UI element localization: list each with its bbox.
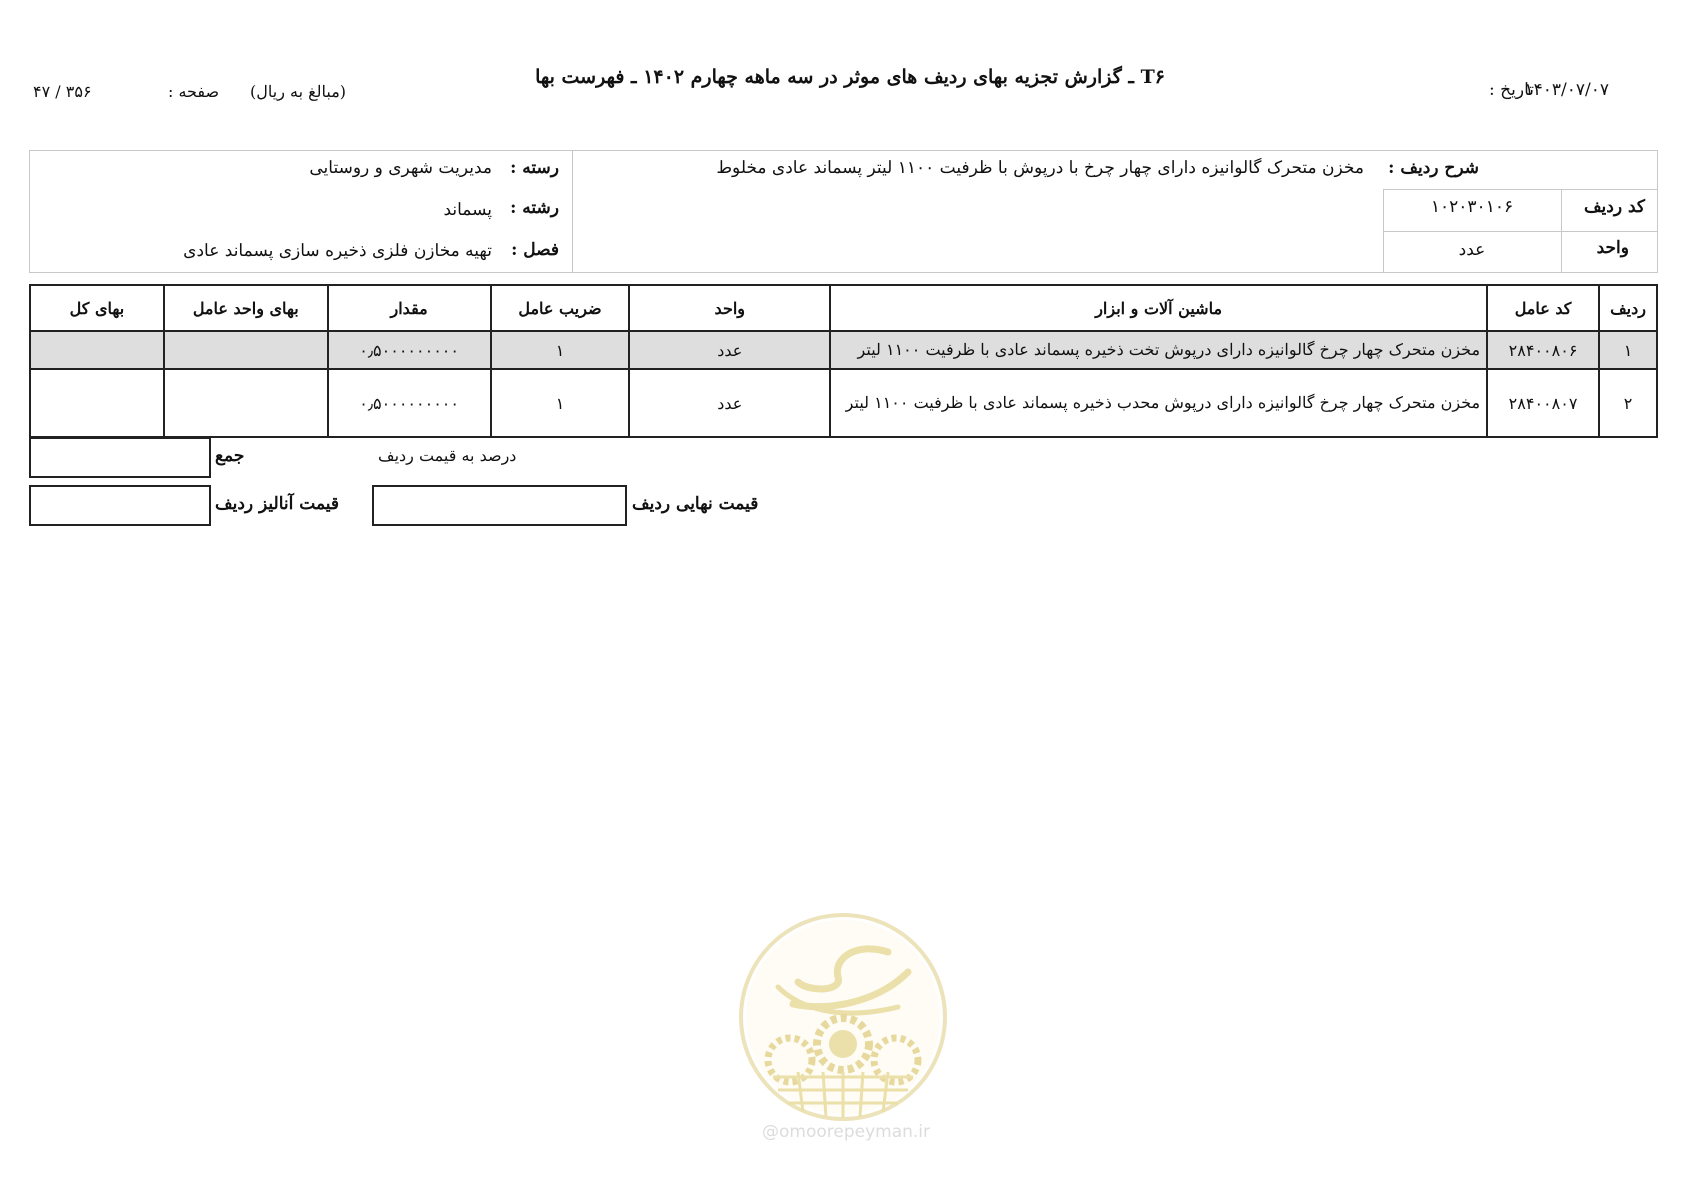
col-row-header: ردیف <box>1599 285 1657 331</box>
category-value: مدیریت شهری و روستایی <box>309 158 492 178</box>
factor-coefficient: ۱ <box>491 369 630 437</box>
col-unit-price-header: بهای واحد عامل <box>164 285 328 331</box>
field-label: رشته : <box>510 198 559 218</box>
item-code-label: کد ردیف <box>1583 197 1645 217</box>
col-machine-header: ماشین آلات و ابزار <box>830 285 1487 331</box>
factor-code: ۲۸۴۰۰۸۰۶ <box>1487 331 1599 369</box>
sum-label: جمع <box>215 446 245 466</box>
field-value: پسماند <box>443 200 492 220</box>
unit-price <box>164 369 328 437</box>
unit: عدد <box>629 331 830 369</box>
report-title: T۶ ـ گزارش تجزیه بهای ردیف های موثر در سه ماهه چهارم ۱۴۰۲ ـ فهرست بها <box>535 66 1165 88</box>
item-code-value: ۱۰۲۰۳۰۱۰۶ <box>1430 197 1514 217</box>
percent-of-price-label: درصد به قیمت ردیف <box>378 446 517 465</box>
factor-code: ۲۸۴۰۰۸۰۷ <box>1487 369 1599 437</box>
quantity: ۰٫۵۰۰۰۰۰۰۰۰۰ <box>328 369 491 437</box>
row-number: ۲ <box>1599 369 1657 437</box>
table-row <box>30 331 1657 369</box>
quantity: ۰٫۵۰۰۰۰۰۰۰۰۰ <box>328 331 491 369</box>
item-description-value: مخزن متحرک گالوانیزه دارای چهار چرخ با درپوش با ظرفیت ۱۱۰۰ لیتر پسماند عادی مخلوط <box>716 158 1364 178</box>
machine-description: مخزن متحرک چهار چرخ گالوانیزه دارای درپوش تخت ذخیره پسماند عادی با ظرفیت ۱۱۰۰ لیتر <box>830 331 1487 369</box>
table-row <box>30 369 1657 437</box>
col-qty-header: مقدار <box>328 285 491 331</box>
row-number: ۱ <box>1599 331 1657 369</box>
final-price-label: قیمت نهایی ردیف <box>632 494 759 514</box>
watermark-logo <box>738 912 948 1142</box>
omoore-peyman-seal-logo-icon <box>738 912 948 1142</box>
category-label: رسته : <box>510 158 559 178</box>
total-price <box>30 369 164 437</box>
date-value: ۱۴۰۳/۰۷/۰۷ <box>1524 80 1609 100</box>
factor-coefficient: ۱ <box>491 331 630 369</box>
analysis-price-box <box>29 485 211 526</box>
item-unit-label: واحد <box>1596 238 1629 258</box>
final-price-box <box>372 485 627 526</box>
machine-description: مخزن متحرک چهار چرخ گالوانیزه دارای درپوش محدب ذخیره پسماند عادی با ظرفیت ۱۱۰۰ لیتر <box>830 369 1487 437</box>
watermark-site: @omoorepeyman.ir <box>761 1122 931 1142</box>
chapter-label: فصل : <box>511 240 559 260</box>
total-price <box>30 331 164 369</box>
table-header-row <box>30 285 1657 331</box>
amounts-note: (مبالغ به ریال) <box>250 82 347 101</box>
analysis-price-label: قیمت آنالیز ردیف <box>215 494 340 514</box>
unit-price <box>164 331 328 369</box>
page-number: ۴۷ / ۳۵۶ <box>33 82 92 101</box>
page-label: صفحه : <box>168 82 220 101</box>
col-unit-header: واحد <box>629 285 830 331</box>
item-unit-value: عدد <box>1458 240 1486 260</box>
col-coef-header: ضریب عامل <box>491 285 630 331</box>
unit: عدد <box>629 369 830 437</box>
col-total-header: بهای کل <box>30 285 164 331</box>
info-divider <box>572 150 573 273</box>
chapter-value: تهیه مخازن فلزی ذخیره سازی پسماند عادی <box>183 241 492 261</box>
sum-value-box <box>29 437 211 478</box>
machinery-analysis-table <box>29 284 1658 438</box>
item-description-label: شرح ردیف : <box>1388 158 1479 178</box>
code-unit-grid-line <box>1383 231 1658 232</box>
date-label: تاریخ : <box>1489 80 1534 100</box>
col-code-header: کد عامل <box>1487 285 1599 331</box>
